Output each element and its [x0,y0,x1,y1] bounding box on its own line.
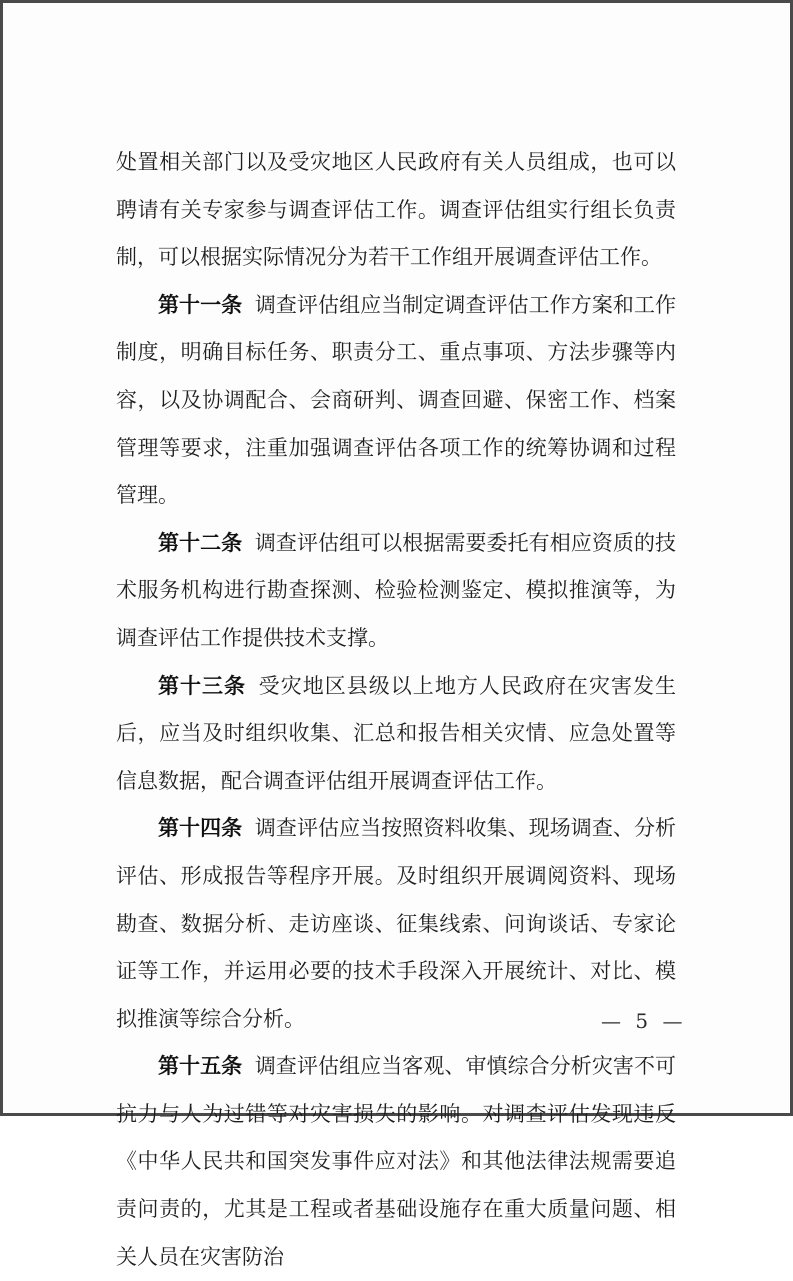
article-11 [116,282,676,520]
article-label: 第十二条 [158,530,243,555]
paragraph-continuation [116,139,676,282]
article-text: 调查评估组应当客观、审慎综合分析灾害不可抗力与人为过错等对灾害损失的影响。对调查评估发现违反《中华人民共和国突发事件应对法》和其他法律法规需要追责问责的，尤其是工程或者基础设施存在重大质量问题、相关人员在灾害防治 [116,1054,677,1269]
article-text: 调查评估组应当制定调查评估工作方案和工作制度，明确目标任务、职责分工、重点事项、方法步骤等内容，以及协调配合、会商研判、调查回避、保密工作、档案管理等要求，注重加强调查评估各项工作的统筹协调和过程管理。 [116,292,677,508]
article-14 [116,805,676,1043]
article-13 [116,663,676,806]
article-label: 第十四条 [158,816,243,841]
article-15 [116,1043,676,1281]
article-text: 调查评估组可以根据需要委托有相应资质的技术服务机构进行勘查探测、检验检测鉴定、模拟推演等，为调查评估工作提供技术支撑。 [116,530,677,650]
page-number: — 5 — [601,1009,687,1033]
article-12 [116,520,676,663]
article-label: 第十一条 [158,292,243,317]
article-label: 第十三条 [158,673,247,698]
paragraph-text: 处置相关部门以及受灾地区人民政府有关人员组成，也可以聘请有关专家参与调查评估工作。调查评估组实行组长负责制，可以根据实际情况分为若干工作组开展调查评估工作。 [116,150,676,270]
article-text: 受灾地区县级以上地方人民政府在灾害发生后，应当及时组织收集、汇总和报告相关灾情、应急处置等信息数据，配合调查评估组开展调查评估工作。 [116,673,677,793]
document-body [116,139,676,1281]
article-text: 调查评估应当按照资料收集、现场调查、分析评估、形成报告等程序开展。及时组织开展调阅资料、现场勘查、数据分析、走访座谈、征集线索、问询谈话、专家论证等工作，并运用必要的技术手段深入开展统计、对比、模拟推演等综合分析。 [116,816,677,1031]
article-label: 第十五条 [158,1054,243,1079]
